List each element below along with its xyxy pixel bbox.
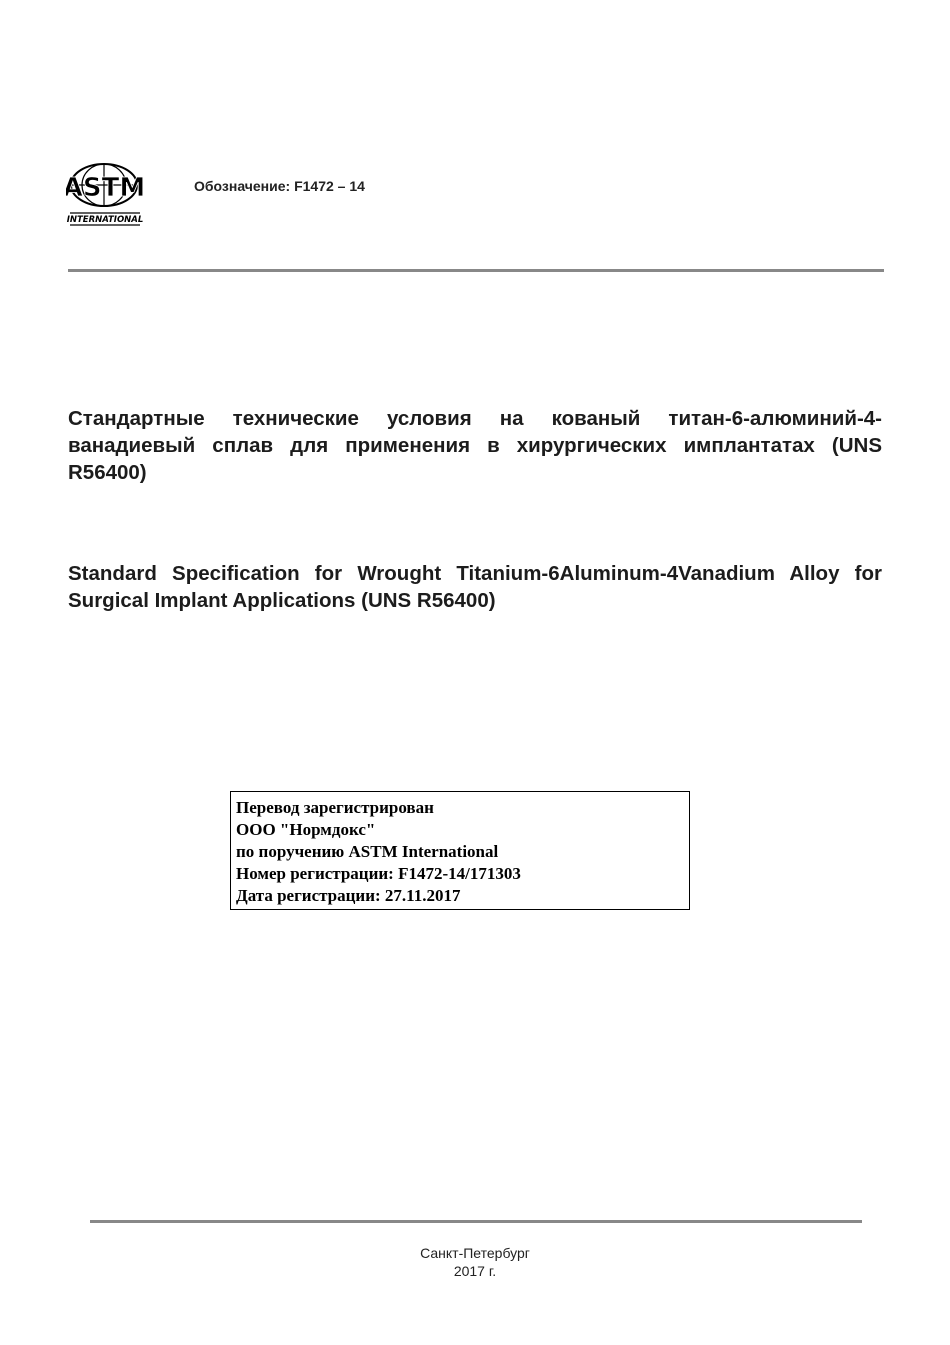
registration-line-company: ООО "Нормдокс" [236, 820, 376, 839]
footer-year: 2017 г. [453, 1263, 497, 1279]
registration-box [230, 791, 690, 910]
astm-logo-icon [66, 160, 144, 228]
logo-text: ASTM [66, 173, 144, 203]
registration-number: Номер регистрации: F1472-14/171303 [236, 864, 521, 883]
astm-logo [66, 160, 144, 228]
title-russian: Стандартные технические условия на кованый титан-6-алюминий-4-ванадиевый сплав для применения в хирургических имплантатах (UNS R56400) [68, 407, 882, 484]
footer [0, 1244, 950, 1280]
registration-date: Дата регистрации: 27.11.2017 [236, 886, 461, 905]
document-designation: Обозначение: F1472 – 14 [194, 178, 365, 194]
bottom-divider [90, 1220, 862, 1223]
footer-city: Санкт-Петербург [420, 1245, 530, 1261]
logo-subtext: INTERNATIONAL [66, 215, 144, 225]
registration-line-on-behalf: по поручению ASTM International [236, 842, 499, 861]
registration-line-translated: Перевод зарегистрирован [236, 798, 434, 817]
top-divider [68, 269, 884, 272]
title-english: Standard Specification for Wrought Titanium-6Aluminum-4Vanadium Alloy for Surgical Implant Applications (UNS R56400) [68, 562, 882, 612]
